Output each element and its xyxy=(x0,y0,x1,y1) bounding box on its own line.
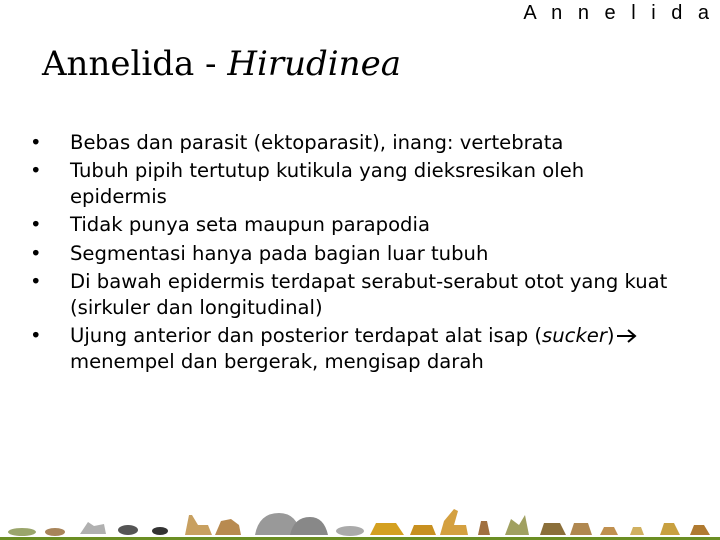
rhino-silhouette-icon xyxy=(336,526,364,536)
cheetah-silhouette-icon xyxy=(410,525,436,535)
right-arrow-icon xyxy=(616,328,638,344)
bullet-text-mid: ) xyxy=(606,324,615,348)
deer-silhouette-icon xyxy=(185,515,212,535)
goat-silhouette-icon xyxy=(600,527,618,535)
bullet-dot: • xyxy=(30,324,42,348)
bullet-item xyxy=(30,241,680,267)
camel-silhouette-icon xyxy=(540,523,566,535)
leopard-silhouette-icon xyxy=(660,523,680,535)
giraffe-silhouette-icon xyxy=(440,509,468,535)
bullet-text-italic: sucker xyxy=(542,324,607,348)
bullet-text: Tubuh pipih tertutup kutikula yang dieksresikan oleh epidermis xyxy=(70,159,585,208)
bullet-text: Tidak punya seta maupun parapodia xyxy=(70,213,430,237)
antelope-silhouette-icon xyxy=(215,519,241,535)
fish-silhouette-icon xyxy=(8,528,36,536)
bullet-item xyxy=(30,269,680,320)
title-main: Annelida - xyxy=(42,44,228,84)
bullet-text: Di bawah epidermis terdapat serabut-serabut otot yang kuat (sirkuler dan longitudinal) xyxy=(70,270,668,319)
section-tag: A n n e l i d a xyxy=(523,2,714,24)
horse-silhouette-icon xyxy=(570,523,592,535)
big-cat-silhouette-icon xyxy=(690,525,710,535)
animal-evolution-strip xyxy=(0,500,720,540)
bird-silhouette-icon xyxy=(505,515,529,535)
bullet-item xyxy=(30,130,680,156)
title-italic: Hirudinea xyxy=(227,44,401,84)
bullet-text-pre: Ujung anterior dan posterior terdapat alat isap ( xyxy=(70,324,543,348)
rodent-silhouette-icon xyxy=(152,527,168,535)
bullet-dot: • xyxy=(30,213,42,237)
bullet-item xyxy=(30,158,680,209)
dinosaur-silhouette-icon xyxy=(80,522,106,534)
bullet-dot: • xyxy=(30,131,42,154)
bullet-dot: • xyxy=(30,241,42,265)
bullet-dot: • xyxy=(30,270,42,294)
lion-silhouette-icon xyxy=(370,523,404,535)
bullet-dot: • xyxy=(30,159,42,183)
mammoth-silhouette-icon xyxy=(290,517,328,535)
bullet-list xyxy=(30,130,680,377)
bullet-item xyxy=(30,323,680,374)
bullet-item xyxy=(30,212,680,238)
bullet-text-post: menempel dan bergerak, mengisap darah xyxy=(70,349,484,373)
small-mammal-icon xyxy=(118,525,138,535)
kangaroo-silhouette-icon xyxy=(478,521,490,535)
slide-title xyxy=(42,44,401,84)
bullet-text: Segmentasi hanya pada bagian luar tubuh xyxy=(70,241,489,265)
bullet-text: Bebas dan parasit (ektoparasit), inang: vertebrata xyxy=(70,131,564,154)
fox-silhouette-icon xyxy=(630,527,644,535)
lizard-silhouette-icon xyxy=(45,528,65,536)
